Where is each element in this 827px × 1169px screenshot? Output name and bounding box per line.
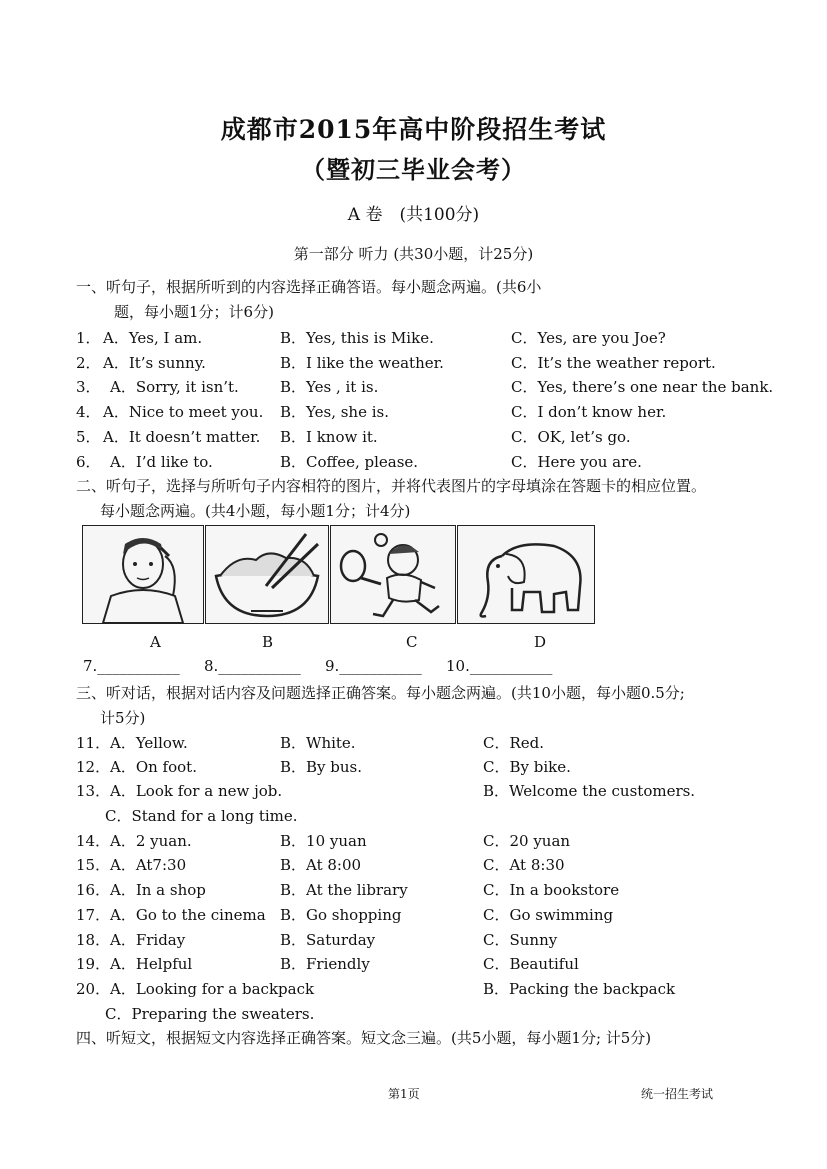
q11-option-b: B．White. [280,734,356,752]
footer-exam-label: 统一招生考试 [641,1087,714,1101]
q3-option-c: C．Yes, there’s one near the bank. [511,378,774,396]
q12-option-a: A．On foot. [110,758,197,776]
q20-option-c: C．Preparing the sweaters. [105,1005,315,1023]
q2-option-a: A．It’s sunny. [103,354,206,372]
q18-option-c: C．Sunny [483,931,558,949]
answer-blank-8: 8.___________ [204,657,301,675]
q20-number: 20． [76,980,111,998]
section1-title: 一、听句子，根据所听到的内容选择正确答语。每小题念两遍。(共6小 [76,278,542,296]
q14-option-c: C．20 yuan [483,832,571,850]
answer-blank-7: 7.___________ [83,657,180,675]
q1-option-b: B．Yes, this is Mike. [280,329,434,347]
q12-option-c: C．By bike. [483,758,571,776]
q17-option-a: A．Go to the cinema [110,906,266,924]
elephant-icon [457,525,595,624]
q20-option-a: A．Looking for a backpack [110,980,315,998]
q11-option-c: C．Red. [483,734,545,752]
q15-option-a: A．At7:30 [110,856,187,874]
q11-number: 11． [76,734,111,752]
q3-number: 3． [76,378,101,396]
q14-option-a: A．2 yuan. [110,832,192,850]
section3-title-cont: 计5分) [100,709,146,727]
q5-option-c: C．OK, let’s go. [511,428,631,446]
q6-number: 6． [76,453,101,471]
q16-option-c: C．In a bookstore [483,881,620,899]
q15-option-c: C．At 8:30 [483,856,565,874]
q6-option-c: C．Here you are. [511,453,642,471]
q16-option-b: B．At the library [280,881,408,899]
q3-option-a: A．Sorry, it isn’t. [110,378,239,396]
q19-number: 19． [76,955,111,973]
q18-option-b: B．Saturday [280,931,376,949]
picture-label-c: C [406,633,418,651]
q2-option-c: C．It’s the weather report. [511,354,716,372]
q13-option-c: C．Stand for a long time. [105,807,298,825]
q4-number: 4． [76,403,101,421]
section4-title: 四、听短文，根据短文内容选择正确答案。短文念三遍。(共5小题，每小题1分; 计5分) [76,1029,652,1047]
picture-label-a: A [150,633,161,651]
q6-option-a: A．I’d like to. [110,453,213,471]
page-number: 第1页 [388,1087,420,1101]
q4-option-a: A．Nice to meet you. [103,403,264,421]
q1-option-a: A．Yes, I am. [103,329,203,347]
picture-label-b: B [262,633,274,651]
q20-option-b: B．Packing the backpack [483,980,676,998]
q18-number: 18． [76,931,111,949]
q4-option-c: C．I don’t know her. [511,403,667,421]
q4-option-b: B．Yes, she is. [280,403,389,421]
q19-option-b: B．Friendly [280,955,370,973]
q16-option-a: A．In a shop [110,881,206,899]
q17-option-b: B．Go shopping [280,906,402,924]
part-title: 第一部分 听力 (共30小题，计25分) [293,245,534,263]
q18-option-a: A．Friday [110,931,186,949]
answer-blank-10: 10.___________ [446,657,553,675]
q13-number: 13． [76,782,111,800]
q12-number: 12． [76,758,111,776]
q5-option-b: B．I know it. [280,428,378,446]
q17-number: 17． [76,906,111,924]
section2-title: 二、听句子，选择与所听句子内容相符的图片，并将代表图片的字母填涂在答题卡的相应位置。 [76,477,707,495]
q14-option-b: B．10 yuan [280,832,367,850]
q17-option-c: C．Go swimming [483,906,614,924]
q5-number: 5． [76,428,101,446]
exam-title: 成都市2015年高中阶段招生考试 [220,115,607,144]
picture-label-d: D [534,633,547,651]
q3-option-b: B．Yes , it is. [280,378,379,396]
q12-option-b: B．By bus. [280,758,363,776]
exam-subtitle: （暨初三毕业会考） [301,155,526,184]
q2-number: 2． [76,354,101,372]
q13-option-b: B．Welcome the customers. [483,782,696,800]
q19-option-a: A．Helpful [110,955,193,973]
q5-option-a: A．It doesn’t matter. [103,428,261,446]
answer-blank-9: 9.___________ [325,657,422,675]
section1-title-cont: 题，每小题1分；计6分) [114,303,274,321]
q1-option-c: C．Yes, are you Joe? [511,329,666,347]
paper-label: A 卷 (共100分) [347,205,480,225]
q1-number: 1． [76,329,101,347]
q14-number: 14． [76,832,111,850]
thinking-man-icon [82,525,204,624]
q16-number: 16． [76,881,111,899]
q2-option-b: B．I like the weather. [280,354,444,372]
section2-title-cont: 每小题念两遍。(共4小题，每小题1分；计4分) [100,502,411,520]
q11-option-a: A．Yellow. [110,734,188,752]
tennis-boy-icon [330,525,456,624]
q13-option-a: A．Look for a new job. [110,782,283,800]
rice-bowl-icon [205,525,329,624]
section3-title: 三、听对话，根据对话内容及问题选择正确答案。每小题念两遍。(共10小题，每小题0.5分; [76,684,685,702]
q15-number: 15． [76,856,111,874]
q15-option-b: B．At 8:00 [280,856,362,874]
q6-option-b: B．Coffee, please. [280,453,419,471]
q19-option-c: C．Beautiful [483,955,579,973]
